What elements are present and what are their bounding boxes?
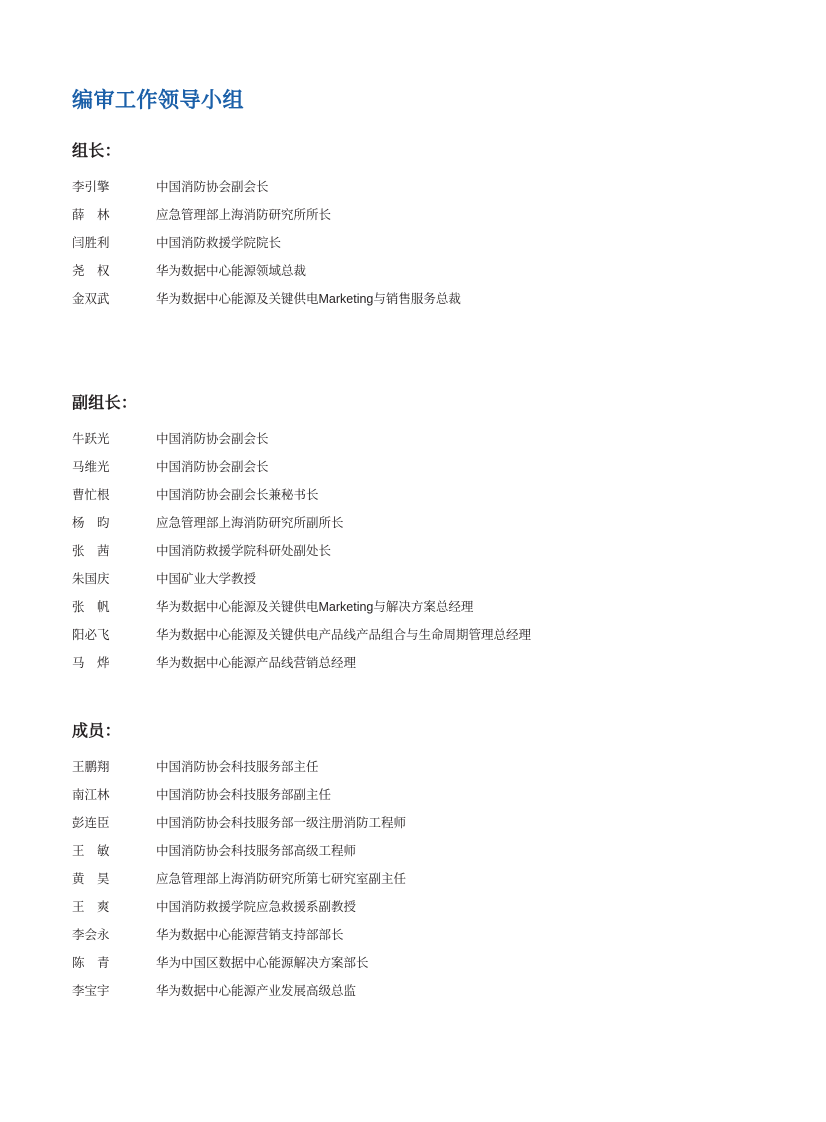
person-title: 华为数据中心能源领域总裁 [156,264,307,278]
person-title: 中国矿业大学教授 [156,572,257,586]
person-title: 中国消防救援学院院长 [156,236,282,250]
person-title: 应急管理部上海消防研究所第七研究室副主任 [156,872,407,886]
list-item [72,425,531,453]
person-title: 华为数据中心能源及关键供电Marketing与销售服务总裁 [156,292,461,306]
person-name: 陈 青 [72,956,110,970]
person-name: 黄 昊 [72,872,110,886]
list-item [72,229,461,257]
list-item [72,257,461,285]
section-heading-members: 成员： [72,723,121,740]
list-item [72,837,406,865]
person-name: 朱国庆 [72,572,110,586]
person-name: 阳必飞 [72,628,110,642]
list-item [72,537,531,565]
person-name: 杨 昀 [72,516,110,530]
person-title: 华为数据中心能源产品线营销总经理 [156,656,357,670]
list-item [72,753,406,781]
list-item [72,649,531,677]
person-name: 金双武 [72,292,110,306]
section-deputy-leader [72,390,531,677]
person-name: 尧 权 [72,264,110,278]
person-title: 华为数据中心能源及关键供电Marketing与解决方案总经理 [156,600,474,614]
person-title: 中国消防协会副会长 [156,432,269,446]
person-title: 应急管理部上海消防研究所副所长 [156,516,344,530]
list-item [72,809,406,837]
section-heading-leader: 组长： [72,143,121,160]
person-title: 华为数据中心能源及关键供电产品线产品组合与生命周期管理总经理 [156,628,532,642]
person-name: 李会永 [72,928,110,942]
section-members [72,718,406,1005]
person-name: 南江林 [72,788,110,802]
person-name: 李宝宇 [72,984,110,998]
list-item [72,285,461,313]
person-name: 牛跃光 [72,432,110,446]
list-item [72,593,531,621]
page-title: 编审工作领导小组 [72,89,244,112]
person-name: 王 爽 [72,900,110,914]
person-name: 王 敏 [72,844,110,858]
list-item [72,481,531,509]
section-heading-deputy-leader: 副组长： [72,395,138,412]
person-name: 彭连臣 [72,816,110,830]
person-title: 中国消防协会副会长 [156,180,269,194]
person-title: 中国消防协会科技服务部副主任 [156,788,332,802]
list-item [72,865,406,893]
list-item [72,949,406,977]
person-title: 中国消防协会科技服务部高级工程师 [156,844,357,858]
list-item [72,201,461,229]
person-name: 薛 林 [72,208,110,222]
person-name: 李引擎 [72,180,110,194]
person-name: 张 茜 [72,544,110,558]
person-title: 中国消防协会科技服务部一级注册消防工程师 [156,816,407,830]
person-title: 华为数据中心能源产业发展高级总监 [156,984,357,998]
person-title: 中国消防协会副会长 [156,460,269,474]
list-item [72,921,406,949]
person-title: 华为数据中心能源营销支持部部长 [156,928,344,942]
person-name: 马维光 [72,460,110,474]
person-name: 曹忙根 [72,488,110,502]
list-item [72,453,531,481]
person-title: 应急管理部上海消防研究所所长 [156,208,332,222]
person-title: 中国消防救援学院应急救援系副教授 [156,900,357,914]
person-title: 中国消防救援学院科研处副处长 [156,544,332,558]
person-title: 华为中国区数据中心能源解决方案部长 [156,956,369,970]
list-item [72,893,406,921]
list-item [72,781,406,809]
list-item [72,509,531,537]
person-name: 马 烨 [72,656,110,670]
list-item [72,173,461,201]
person-name: 闫胜利 [72,236,110,250]
person-name: 张 帆 [72,600,110,614]
person-title: 中国消防协会科技服务部主任 [156,760,319,774]
list-item [72,565,531,593]
list-item [72,977,406,1005]
list-item [72,621,531,649]
section-leader [72,138,461,313]
person-name: 王鹏翔 [72,760,110,774]
person-title: 中国消防协会副会长兼秘书长 [156,488,319,502]
